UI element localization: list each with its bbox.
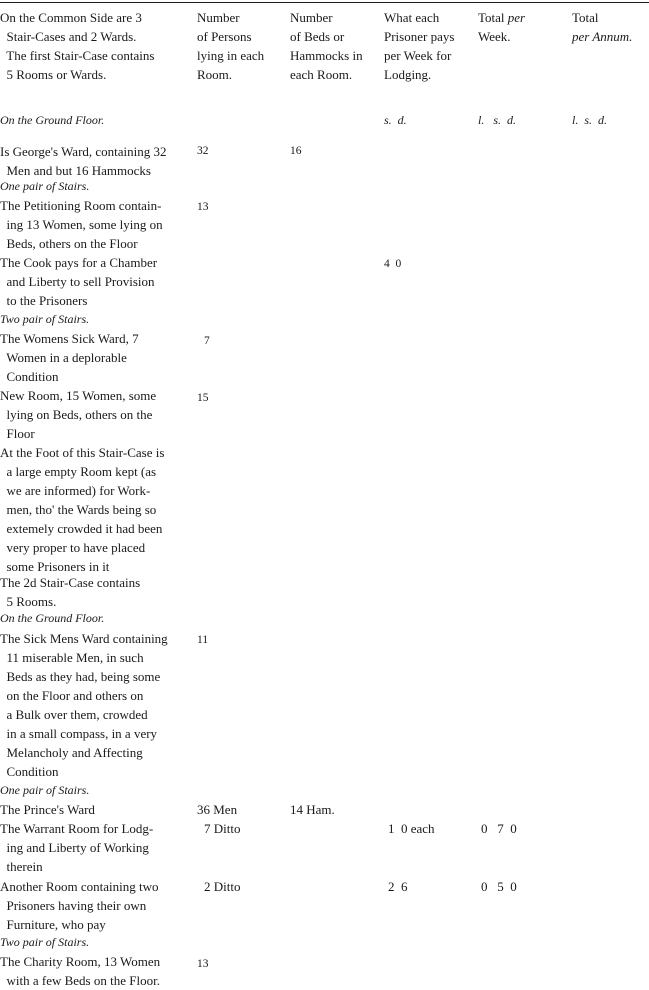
georges-ward-persons: 32 <box>197 145 209 157</box>
charity-room-persons: 13 <box>197 958 209 970</box>
section-ground-floor: On the Ground Floor. <box>0 113 105 127</box>
row-new-room: New Room, 15 Women, some lying on Beds, others on the Floor <box>0 388 157 441</box>
unit-week-pay: s. d. <box>384 113 407 127</box>
row-another-room: Another Room containing two Prisoners having their own Furniture, who pay <box>0 879 159 932</box>
princes-ward-hammocks: 14 Ham. <box>290 802 335 817</box>
section-two-pair-stairs: Two pair of Stairs. <box>0 312 90 326</box>
another-room-persons: 2 Ditto <box>204 879 241 894</box>
header-total-week: Total per Week. <box>478 10 526 44</box>
warrant-room-total-week: 0 7 0 <box>481 821 517 836</box>
row-georges-ward: Is George's Ward, containing 32 Men and but 16 Hammocks <box>0 144 167 178</box>
warrant-room-weekly-pay: 1 0 each <box>388 821 435 836</box>
section-one-pair-stairs: One pair of Stairs. <box>0 179 90 193</box>
warrant-room-persons: 7 Ditto <box>204 821 241 836</box>
row-princes-ward: The Prince's Ward <box>0 802 95 817</box>
header-total-annum: Total per Annum. <box>572 10 633 44</box>
row-womens-sick-ward: The Womens Sick Ward, 7 Women in a deplorable Condition <box>0 331 139 384</box>
section-ground-floor-2: On the Ground Floor. <box>0 611 105 625</box>
row-petitioning-room: The Petitioning Room contain- ing 13 Women, some lying on Beds, others on the Floor <box>0 198 163 251</box>
row-sick-mens-ward: The Sick Mens Ward containing 11 miserable Men, in such Beds as they had, being some on the Floor and others on a Bulk over them, crowded in a small compass, in a very Melancholy and Affecting Condition <box>0 631 168 779</box>
section-two-pair-stairs-2: Two pair of Stairs. <box>0 935 90 949</box>
petitioning-room-persons: 13 <box>197 201 209 213</box>
cook-weekly-pay: 4 0 <box>384 258 402 270</box>
unit-total-week: l. s. d. <box>478 113 517 127</box>
table-top-rule <box>0 2 649 3</box>
row-charity-room: The Charity Room, 13 Women with a few Beds on the Floor. <box>0 954 161 988</box>
another-room-total-week: 0 5 0 <box>481 879 517 894</box>
georges-ward-hammocks: 16 <box>290 145 302 157</box>
row-cook-chamber: The Cook pays for a Chamber and Liberty to sell Provision to the Prisoners <box>0 255 158 308</box>
princes-ward-persons: 36 Men <box>197 802 238 817</box>
unit-total-annum: l. s. d. <box>572 113 608 127</box>
section-one-pair-stairs-2: One pair of Stairs. <box>0 783 90 797</box>
header-weekly-pay: What each Prisoner pays per Week for Lodging. <box>384 10 455 82</box>
row-warrant-room: The Warrant Room for Lodg- ing and Liberty of Working therein <box>0 821 154 874</box>
another-room-weekly-pay: 2 6 <box>388 879 408 894</box>
new-room-persons: 15 <box>197 392 209 404</box>
header-description: On the Common Side are 3 Stair-Cases and 2 Wards. The first Stair-Case contains 5 Rooms or Wards. <box>0 10 155 82</box>
header-persons: Number of Persons lying in each Room. <box>197 10 265 82</box>
womens-sick-ward-persons: 7 <box>204 335 210 347</box>
row-empty-room: At the Foot of this Stair-Case is a large empty Room kept (as we are informed) for Work- men, tho' the Wards being so extemely crowded it had been very proper to have placed some Prisoners in it <box>0 445 165 574</box>
sick-mens-ward-persons: 11 <box>197 634 209 646</box>
header-beds: Number of Beds or Hammocks in each Room. <box>290 10 363 82</box>
row-second-staircase: The 2d Stair-Case contains 5 Rooms. <box>0 575 141 609</box>
